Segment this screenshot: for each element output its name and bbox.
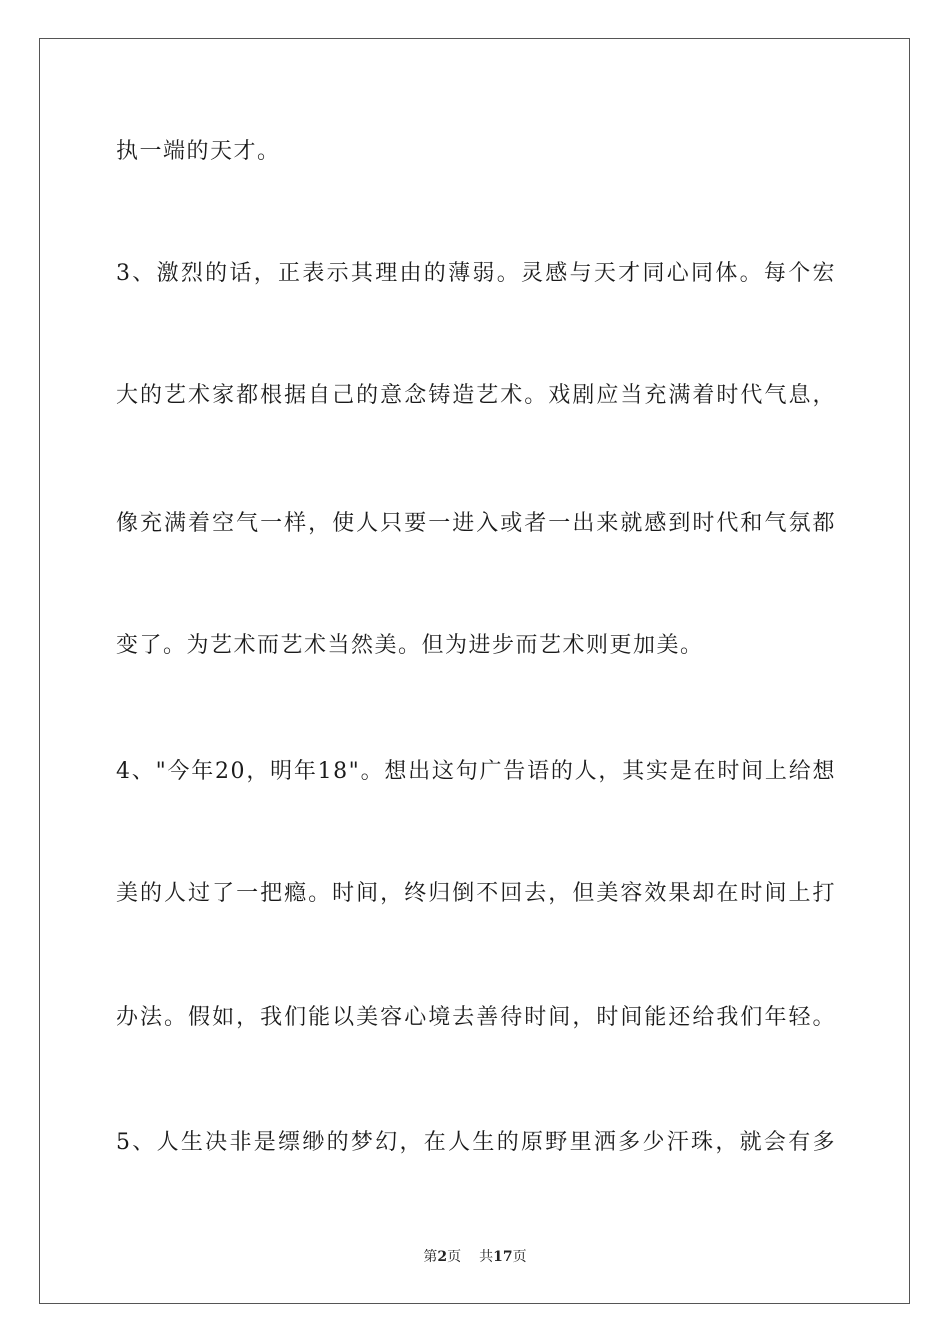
footer-page-suffix: 页 [447,1249,462,1265]
text-line-3: 大的艺术家都根据自己的意念铸造艺术。戏剧应当充满着时代气息， [116,383,836,408]
footer-total-pages: 17 [493,1249,513,1265]
page-footer [0,1248,950,1266]
footer-total-prefix: 共 [479,1249,494,1265]
text-line-2: 3、激烈的话，正表示其理由的薄弱。灵感与天才同心同体。每个宏 [116,261,836,286]
text-line-8: 办法。假如，我们能以美容心境去善待时间，时间能还给我们年轻。 [116,1005,836,1030]
text-line-9: 5、人生决非是缥缈的梦幻，在人生的原野里洒多少汗珠，就会有多 [116,1130,836,1155]
footer-total-suffix: 页 [512,1249,527,1265]
text-line-1: 执一端的天才。 [116,139,281,164]
footer-page-number: 2 [437,1249,448,1265]
text-line-6: 4、"今年20，明年18"。想出这句广告语的人，其实是在时间上给想 [116,759,836,784]
text-line-7: 美的人过了一把瘾。时间，终归倒不回去，但美容效果却在时间上打 [116,881,836,906]
footer-page-prefix: 第 [423,1249,438,1265]
text-line-5: 变了。为艺术而艺术当然美。但为进步而艺术则更加美。 [116,633,704,658]
text-line-4: 像充满着空气一样，使人只要一进入或者一出来就感到时代和气氛都 [116,511,836,536]
page-border [39,38,910,1304]
